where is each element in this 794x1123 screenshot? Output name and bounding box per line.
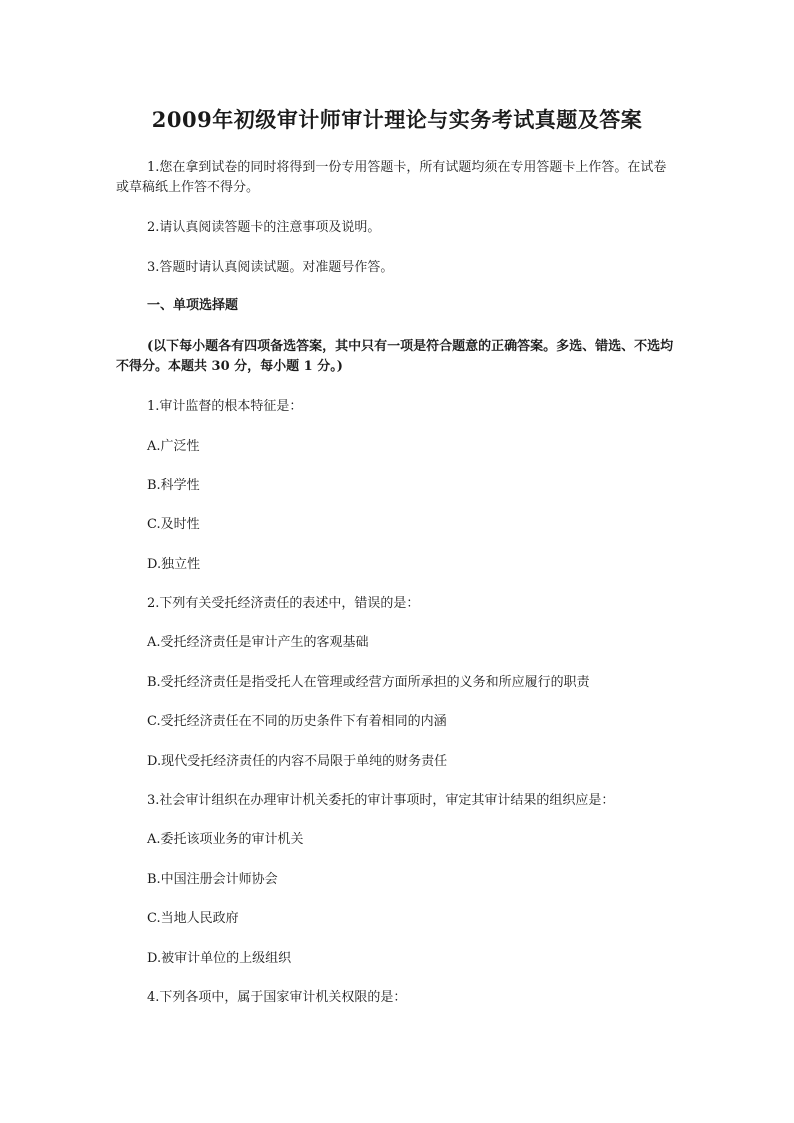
- question-2-stem: 2.下列有关受托经济责任的表述中，错误的是：: [147, 596, 420, 611]
- question-2-option-b: B.受托经济责任是指受托人在管理或经营方面所承担的义务和所应履行的职责: [147, 675, 590, 690]
- question-3-option-b: B.中国注册会计师协会: [147, 872, 278, 887]
- question-4-stem: 4.下列各项中，属于国家审计机关权限的是：: [147, 990, 407, 1005]
- question-2-option-d: D.现代受托经济责任的内容不局限于单纯的财务责任: [147, 754, 448, 769]
- question-1-option-d: D.独立性: [147, 557, 201, 572]
- notice-1: 1.您在拿到试卷的同时将得到一份专用答题卡，所有试题均须在专用答题卡上作答。在试卷或草稿纸上作答不得分。: [116, 160, 667, 195]
- question-1-option-a: A.广泛性: [147, 439, 200, 454]
- question-1-option-b: B.科学性: [147, 478, 200, 493]
- question-3-stem: 3.社会审计组织在办理审计机关委托的审计事项时，审定其审计结果的组织应是：: [147, 793, 615, 808]
- question-3-option-d: D.被审计单位的上级组织: [147, 951, 292, 966]
- question-2-option-a: A.受托经济责任是审计产生的客观基础: [147, 635, 369, 650]
- section-heading: 一、单项选择题: [147, 298, 239, 313]
- question-3-option-c: C.当地人民政府: [147, 911, 239, 926]
- notice-2: 2.请认真阅读答题卡的注意事项及说明。: [147, 220, 381, 235]
- question-3-option-a: A.委托该项业务的审计机关: [147, 832, 304, 847]
- question-1-stem: 1.审计监督的根本特征是：: [147, 399, 303, 414]
- question-1-option-c: C.及时性: [147, 517, 200, 532]
- page-title: 2009年初级审计师审计理论与实务考试真题及答案: [151, 107, 643, 132]
- section-instruction: (以下每小题各有四项备选答案，其中只有一项是符合题意的正确答案。多选、错选、不选均不得分。本题共 30 分，每小题 1 分。): [116, 339, 674, 374]
- notice-3: 3.答题时请认真阅读试题。对准题号作答。: [147, 260, 394, 275]
- question-2-option-c: C.受托经济责任在不同的历史条件下有着相同的内涵: [147, 714, 447, 729]
